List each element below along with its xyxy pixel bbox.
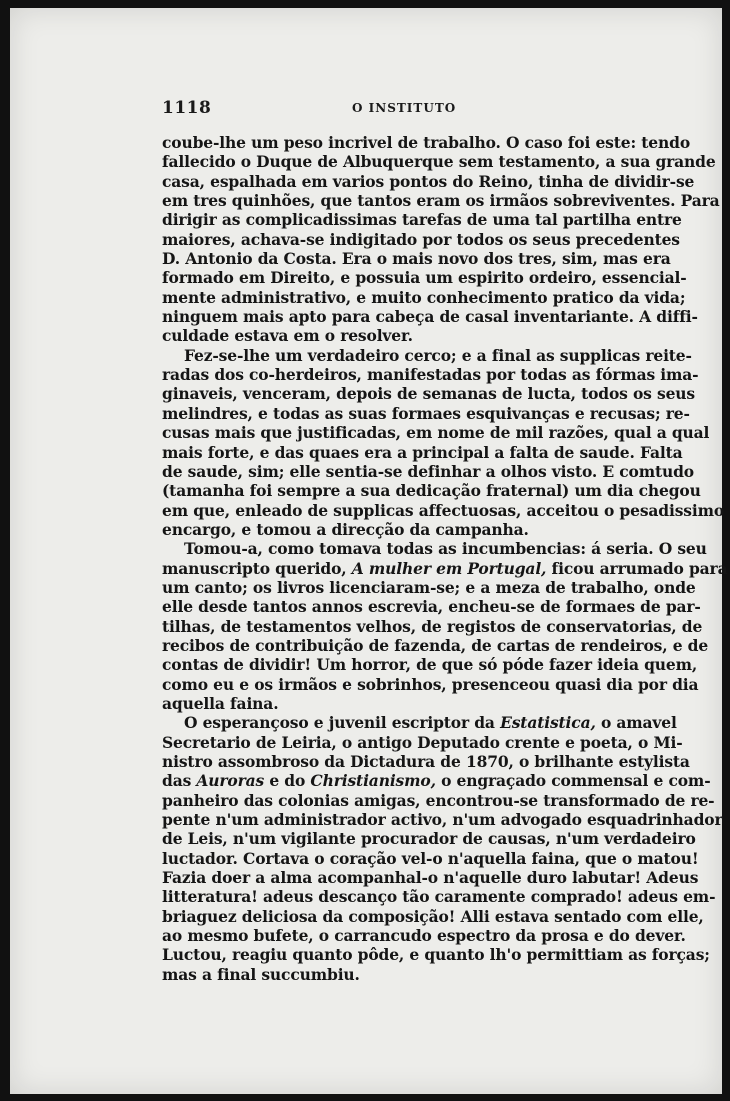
text-line [162, 403, 690, 423]
text-segment: maiores, achava-se indigitado por todos os seus precedentes [162, 229, 680, 249]
text-line [162, 829, 696, 849]
text-line [162, 810, 723, 830]
text-segment: Luctou, reagiu quanto pôde, e quanto lh'o permittiam as forças; [162, 945, 710, 965]
text-line [162, 926, 686, 946]
text-segment: ficou arrumado para [546, 558, 728, 578]
text-segment: (tamanha foi sempre a sua dedicação fraternal) um dia chegou [162, 481, 701, 501]
text-segment: o amavel [595, 713, 677, 733]
text-line [162, 210, 682, 230]
text-segment: Tomou-a, como tomava todas as incumbencias: á seria. O seu [184, 539, 707, 559]
text-line [162, 500, 725, 520]
page-header [162, 98, 632, 120]
book-page [10, 8, 728, 1094]
text-line [162, 423, 710, 443]
text-segment: coube-lhe um peso incrivel de trabalho. O caso foi este: tendo [162, 133, 691, 152]
text-segment: encargo, e tomou a direcção da campanha. [162, 519, 529, 539]
text-segment: ginaveis, venceram, depois de semanas de lucta, todos os seus [162, 384, 695, 404]
text-line [162, 887, 716, 907]
text-line [162, 152, 716, 172]
text-line [162, 790, 715, 810]
text-line [162, 674, 699, 694]
text-line [162, 558, 728, 578]
text-segment: mais forte, e das quaes era a principal a falta de saude. Falta [162, 442, 683, 462]
text-segment: mente administrativo, e muito conhecimento pratico da vida; [162, 287, 686, 307]
text-segment: radas dos co-herdeiros, manifestadas por todas as fórmas ima- [162, 365, 699, 385]
text-segment: o engraçado commensal e com- [435, 771, 711, 791]
text-segment: de saude, sim; elle sentia-se definhar a olhos visto. E comtudo [162, 461, 694, 481]
text-segment: como eu e os irmãos e sobrinhos, presenceou quasi dia por dia [162, 674, 699, 694]
text-segment: nistro assombroso da Dictadura de 1870, o brilhante estylista [162, 752, 690, 771]
text-segment: aquella faina. [162, 693, 279, 713]
text-line [162, 229, 680, 249]
text-line [162, 771, 711, 791]
text-line [162, 287, 686, 307]
text-segment: elle desde tantos annos escrevia, encheu-se de formaes de par- [162, 597, 701, 617]
text-line [162, 906, 704, 926]
text-segment: e do [264, 771, 311, 791]
text-segment: culdade estava em o resolver. [162, 326, 413, 346]
italic-title: A mulher em Portugal, [351, 558, 547, 578]
text-segment: O esperançoso e juvenil escriptor da [184, 713, 501, 733]
italic-title: Christianismo, [310, 771, 436, 791]
text-line [162, 635, 709, 655]
text-segment: Fez-se-lhe um verdadeiro cerco; e a final as supplicas reite- [184, 345, 692, 365]
text-line [162, 171, 695, 191]
text-segment: luctador. Cortava o coração vel-o n'aquella faina, que o matou! [162, 848, 699, 868]
text-line [162, 945, 710, 965]
text-segment: ninguem mais apto para cabeça de casal inventariante. A diffi- [162, 307, 698, 327]
body-text [162, 133, 728, 984]
text-line [162, 191, 720, 211]
text-line [162, 577, 696, 597]
text-segment: pente n'um administrador activo, n'um advogado esquadrinhador [162, 810, 723, 830]
text-line [162, 965, 634, 984]
text-line [162, 752, 690, 771]
text-line [162, 539, 707, 559]
text-segment: tilhas, de testamentos velhos, de registos de conservatorias, de [162, 616, 703, 636]
text-segment: de Leis, n'um vigilante procurador de causas, n'um verdadeiro [162, 829, 696, 849]
running-title: O INSTITUTO [352, 101, 457, 115]
text-segment: briaguez deliciosa da composição! Alli estava sentado com elle, [162, 906, 704, 926]
text-line [162, 461, 694, 481]
text-segment: Fazia doer a alma acompanhal-o n'aquelle duro labutar! Adeus [162, 868, 699, 888]
text-line [162, 520, 634, 539]
text-segment: casa, espalhada em varios pontos do Reino, tinha de dividir-se [162, 171, 695, 191]
text-segment: dirigir as complicadissimas tarefas de uma tal partilha entre [162, 210, 682, 230]
text-segment: em tres quinhões, que tantos eram os irmãos sobreviventes. Para [162, 191, 720, 211]
text-segment: D. Antonio da Costa. Era o mais novo dos tres, sim, mas era [162, 249, 671, 269]
text-line [162, 848, 699, 868]
text-line [162, 268, 687, 288]
text-line [162, 365, 699, 385]
italic-title: Estatistica, [500, 713, 596, 733]
text-segment: melindres, e todas as suas formaes esquivanças e recusas; re- [162, 403, 690, 423]
text-segment: fallecido o Duque de Albuquerque sem testamento, a sua grande [162, 152, 716, 172]
text-line [162, 345, 692, 365]
text-segment: mas a final succumbiu. [162, 964, 360, 984]
text-line [162, 326, 634, 345]
text-line [162, 713, 677, 733]
text-line [162, 133, 691, 152]
text-segment: Secretario de Leiria, o antigo Deputado crente e poeta, o Mi- [162, 732, 683, 752]
text-segment: contas de dividir! Um horror, de que só póde fazer ideia quem, [162, 655, 698, 675]
text-line [162, 249, 671, 269]
text-segment: ao mesmo bufete, o carrancudo espectro da prosa e do dever. [162, 926, 686, 946]
text-line [162, 384, 695, 404]
text-segment: litteratura! adeus descanço tão caramente comprado! adeus em- [162, 887, 716, 907]
text-segment: recibos de contribuição de fazenda, de cartas de rendeiros, e de [162, 635, 709, 655]
text-line [162, 616, 703, 636]
page-number: 1118 [162, 98, 212, 118]
text-segment: das [162, 771, 197, 791]
text-line [162, 868, 699, 888]
italic-title: Auroras [196, 771, 265, 791]
text-segment: um canto; os livros licenciaram-se; e a meza de trabalho, onde [162, 577, 696, 597]
text-line [162, 597, 701, 617]
text-segment: cusas mais que justificadas, em nome de mil razões, qual a qual [162, 423, 710, 443]
text-line [162, 481, 701, 501]
text-segment: panheiro das colonias amigas, encontrou-se transformado de re- [162, 790, 715, 810]
text-segment: formado em Direito, e possuia um espirito ordeiro, essencial- [162, 268, 687, 288]
text-line [162, 732, 683, 752]
text-line [162, 655, 698, 675]
text-segment: manuscripto querido, [162, 558, 352, 578]
text-line [162, 442, 683, 462]
text-line [162, 694, 634, 713]
text-line [162, 307, 698, 327]
text-segment: em que, enleado de supplicas affectuosas, acceitou o pesadissimo [162, 500, 725, 520]
